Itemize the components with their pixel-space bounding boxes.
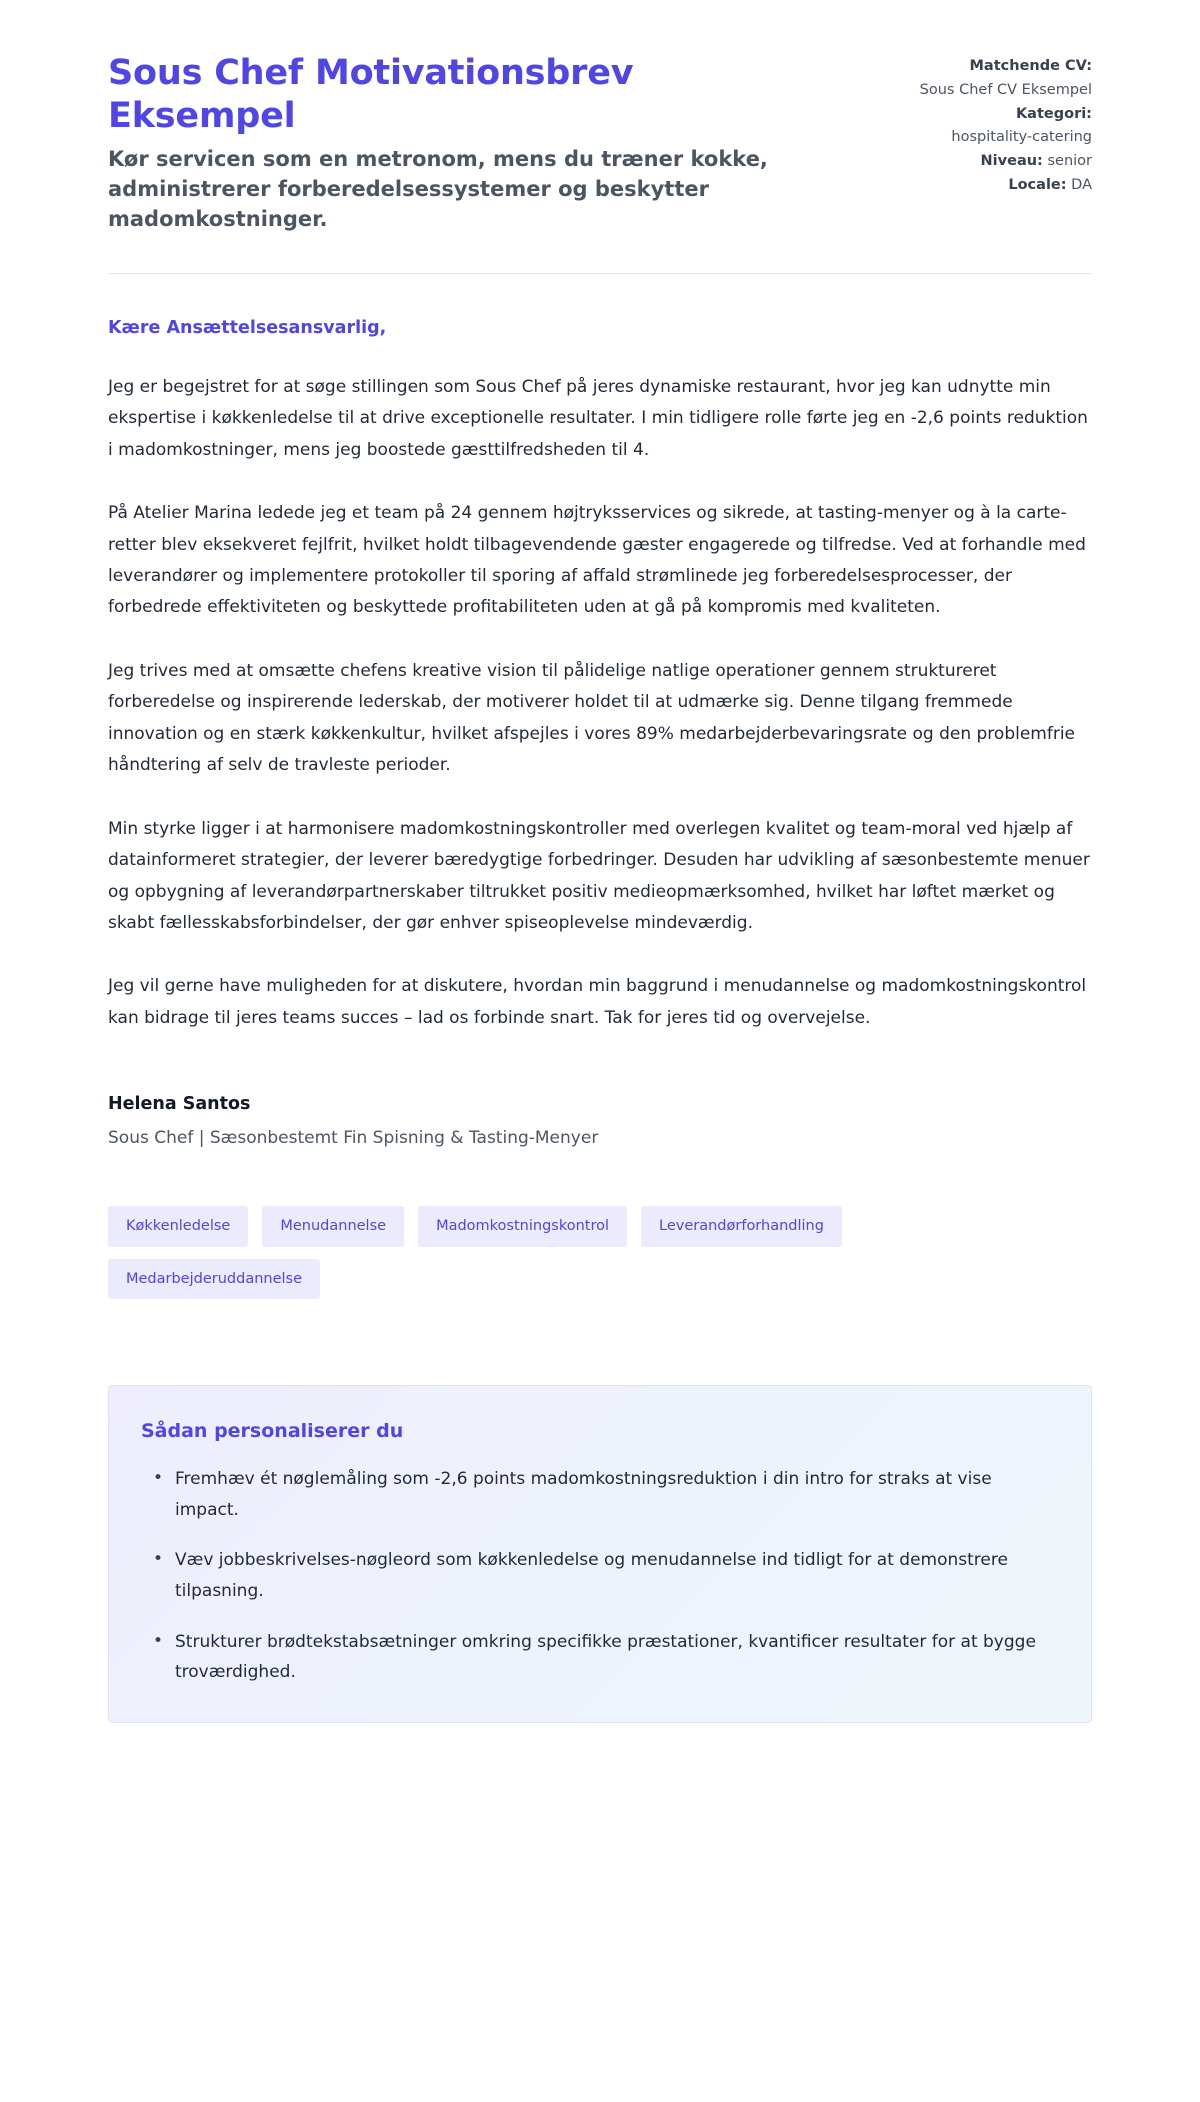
skill-tag[interactable]: Medarbejderuddannelse — [108, 1259, 320, 1300]
page-subtitle: Kør servicen som en metronom, mens du træner kokke, administrerer forberedelsessystemer og beskytter madomkostninger. — [108, 147, 768, 231]
signature-role: Sous Chef | Sæsonbestemt Fin Spisning & Tasting-Menyer — [108, 1128, 599, 1149]
tips-panel-title: Sådan personaliserer du — [141, 1420, 404, 1443]
personalization-tips-panel — [108, 1385, 1092, 1723]
signature-name: Helena Santos — [108, 1094, 251, 1115]
letter-paragraph-5: Jeg vil gerne have muligheden for at diskutere, hvordan min baggrund i menudannelse og madomkostningskontrol kan bidrage til jeres teams succes – lad os forbinde snart. Tak for jeres tid og overvejelse. — [108, 976, 1087, 1028]
header-metadata — [882, 52, 1092, 199]
meta-category-value: hospitality-catering — [951, 129, 1092, 146]
meta-locale-value: DA — [1071, 176, 1092, 193]
meta-matching-cv-value-row — [882, 80, 1092, 102]
tips-list — [141, 1464, 1051, 1688]
tips-list-item: • Fremhæv ét nøglemåling som -2,6 points madomkostningsreduktion i din intro for straks at vise impact. — [167, 1464, 1051, 1525]
skill-tag-list — [108, 1206, 928, 1299]
meta-locale-label: Locale: — [1008, 176, 1067, 193]
letter-body — [108, 274, 1092, 1723]
meta-category-label: Kategori: — [1015, 105, 1092, 122]
header-left — [108, 52, 828, 235]
meta-level-label: Niveau: — [980, 153, 1043, 169]
letter-paragraph-4: Min styrke ligger i at harmonisere madomkostningskontroller med overlegen kvalitet og team-moral ved hjælp af datainformeret strategier, der leverer bæredygtige forbedringer. Desuden har udvikling af sæsonbestemte menuer og opbygning af leverandørpartnerskaber tiltrukket positiv medieopmærksomhed, hvilket har løftet mærket og skabt fællesskabsforbindelser, der gør enhver spiseoplevelse mindeværdig. — [108, 818, 1090, 933]
skill-tag[interactable]: Menudannelse — [262, 1206, 404, 1247]
tips-list-item: • Væv jobbeskrivelses-nøgleord som køkkenledelse og menudannelse ind tidligt for at demonstrere tilpasning. — [167, 1545, 1051, 1606]
meta-matching-cv — [882, 56, 1092, 78]
meta-matching-cv-value: Sous Chef CV Eksempel — [919, 81, 1092, 98]
tips-list-item: • Strukturer brødtekstabsætninger omkring specifikke præstationer, kvantificer resultater for at bygge troværdighed. — [167, 1627, 1051, 1688]
meta-matching-cv-label: Matchende CV: — [969, 58, 1092, 74]
meta-category — [882, 104, 1092, 126]
signature-block — [108, 1094, 1092, 1148]
meta-level — [882, 151, 1092, 173]
document-header — [108, 52, 1092, 235]
meta-category-value-row — [882, 127, 1092, 149]
letter-paragraph-2: På Atelier Marina ledede jeg et team på 24 gennem højtryksservices og sikrede, at tasting-menyer og à la carte-retter blev eksekveret fejlfrit, hvilket holdt tilbagevendende gæster engagerede og tilfredse. Ved at forhandle med leverandører og implementere protokoller til sporing af affald strømlinede jeg forberedelsesprocesser, der forbedrede effektiviteten og beskyttede profitabiliteten uden at gå på kompromis med kvaliteten. — [108, 503, 1086, 618]
skill-tag[interactable]: Madomkostningskontrol — [418, 1206, 627, 1247]
letter-paragraph-3: Jeg trives med at omsætte chefens kreative vision til pålidelige natlige operationer gennem struktureret forberedelse og inspirerende lederskab, der motiverer holdet til at udmærke sig. Denne tilgang fremmede innovation og en stærk køkkenkultur, hvilket afspejles i vores 89% medarbejderbevaringsrate og den problemfrie håndtering af selv de travleste perioder. — [108, 660, 1076, 776]
skill-tag[interactable]: Køkkenledelse — [108, 1206, 248, 1247]
meta-locale — [882, 175, 1092, 197]
skill-tag[interactable]: Leverandørforhandling — [641, 1206, 842, 1247]
letter-salutation: Kære Ansættelsesansvarlig, — [108, 317, 387, 338]
meta-level-value: senior — [1047, 153, 1092, 169]
letter-paragraph-1: Jeg er begejstret for at søge stillingen som Sous Chef på jeres dynamiske restaurant, hvor jeg kan udnytte min ekspertise i køkkenledelse til at drive exceptionelle resultater. I min tidligere rolle førte jeg en -2,6 points reduktion i madomkostninger, mens jeg boostede gæsttilfredsheden til 4. — [108, 376, 1088, 460]
page-title: Sous Chef Motivationsbrev Eksempel — [108, 53, 634, 136]
